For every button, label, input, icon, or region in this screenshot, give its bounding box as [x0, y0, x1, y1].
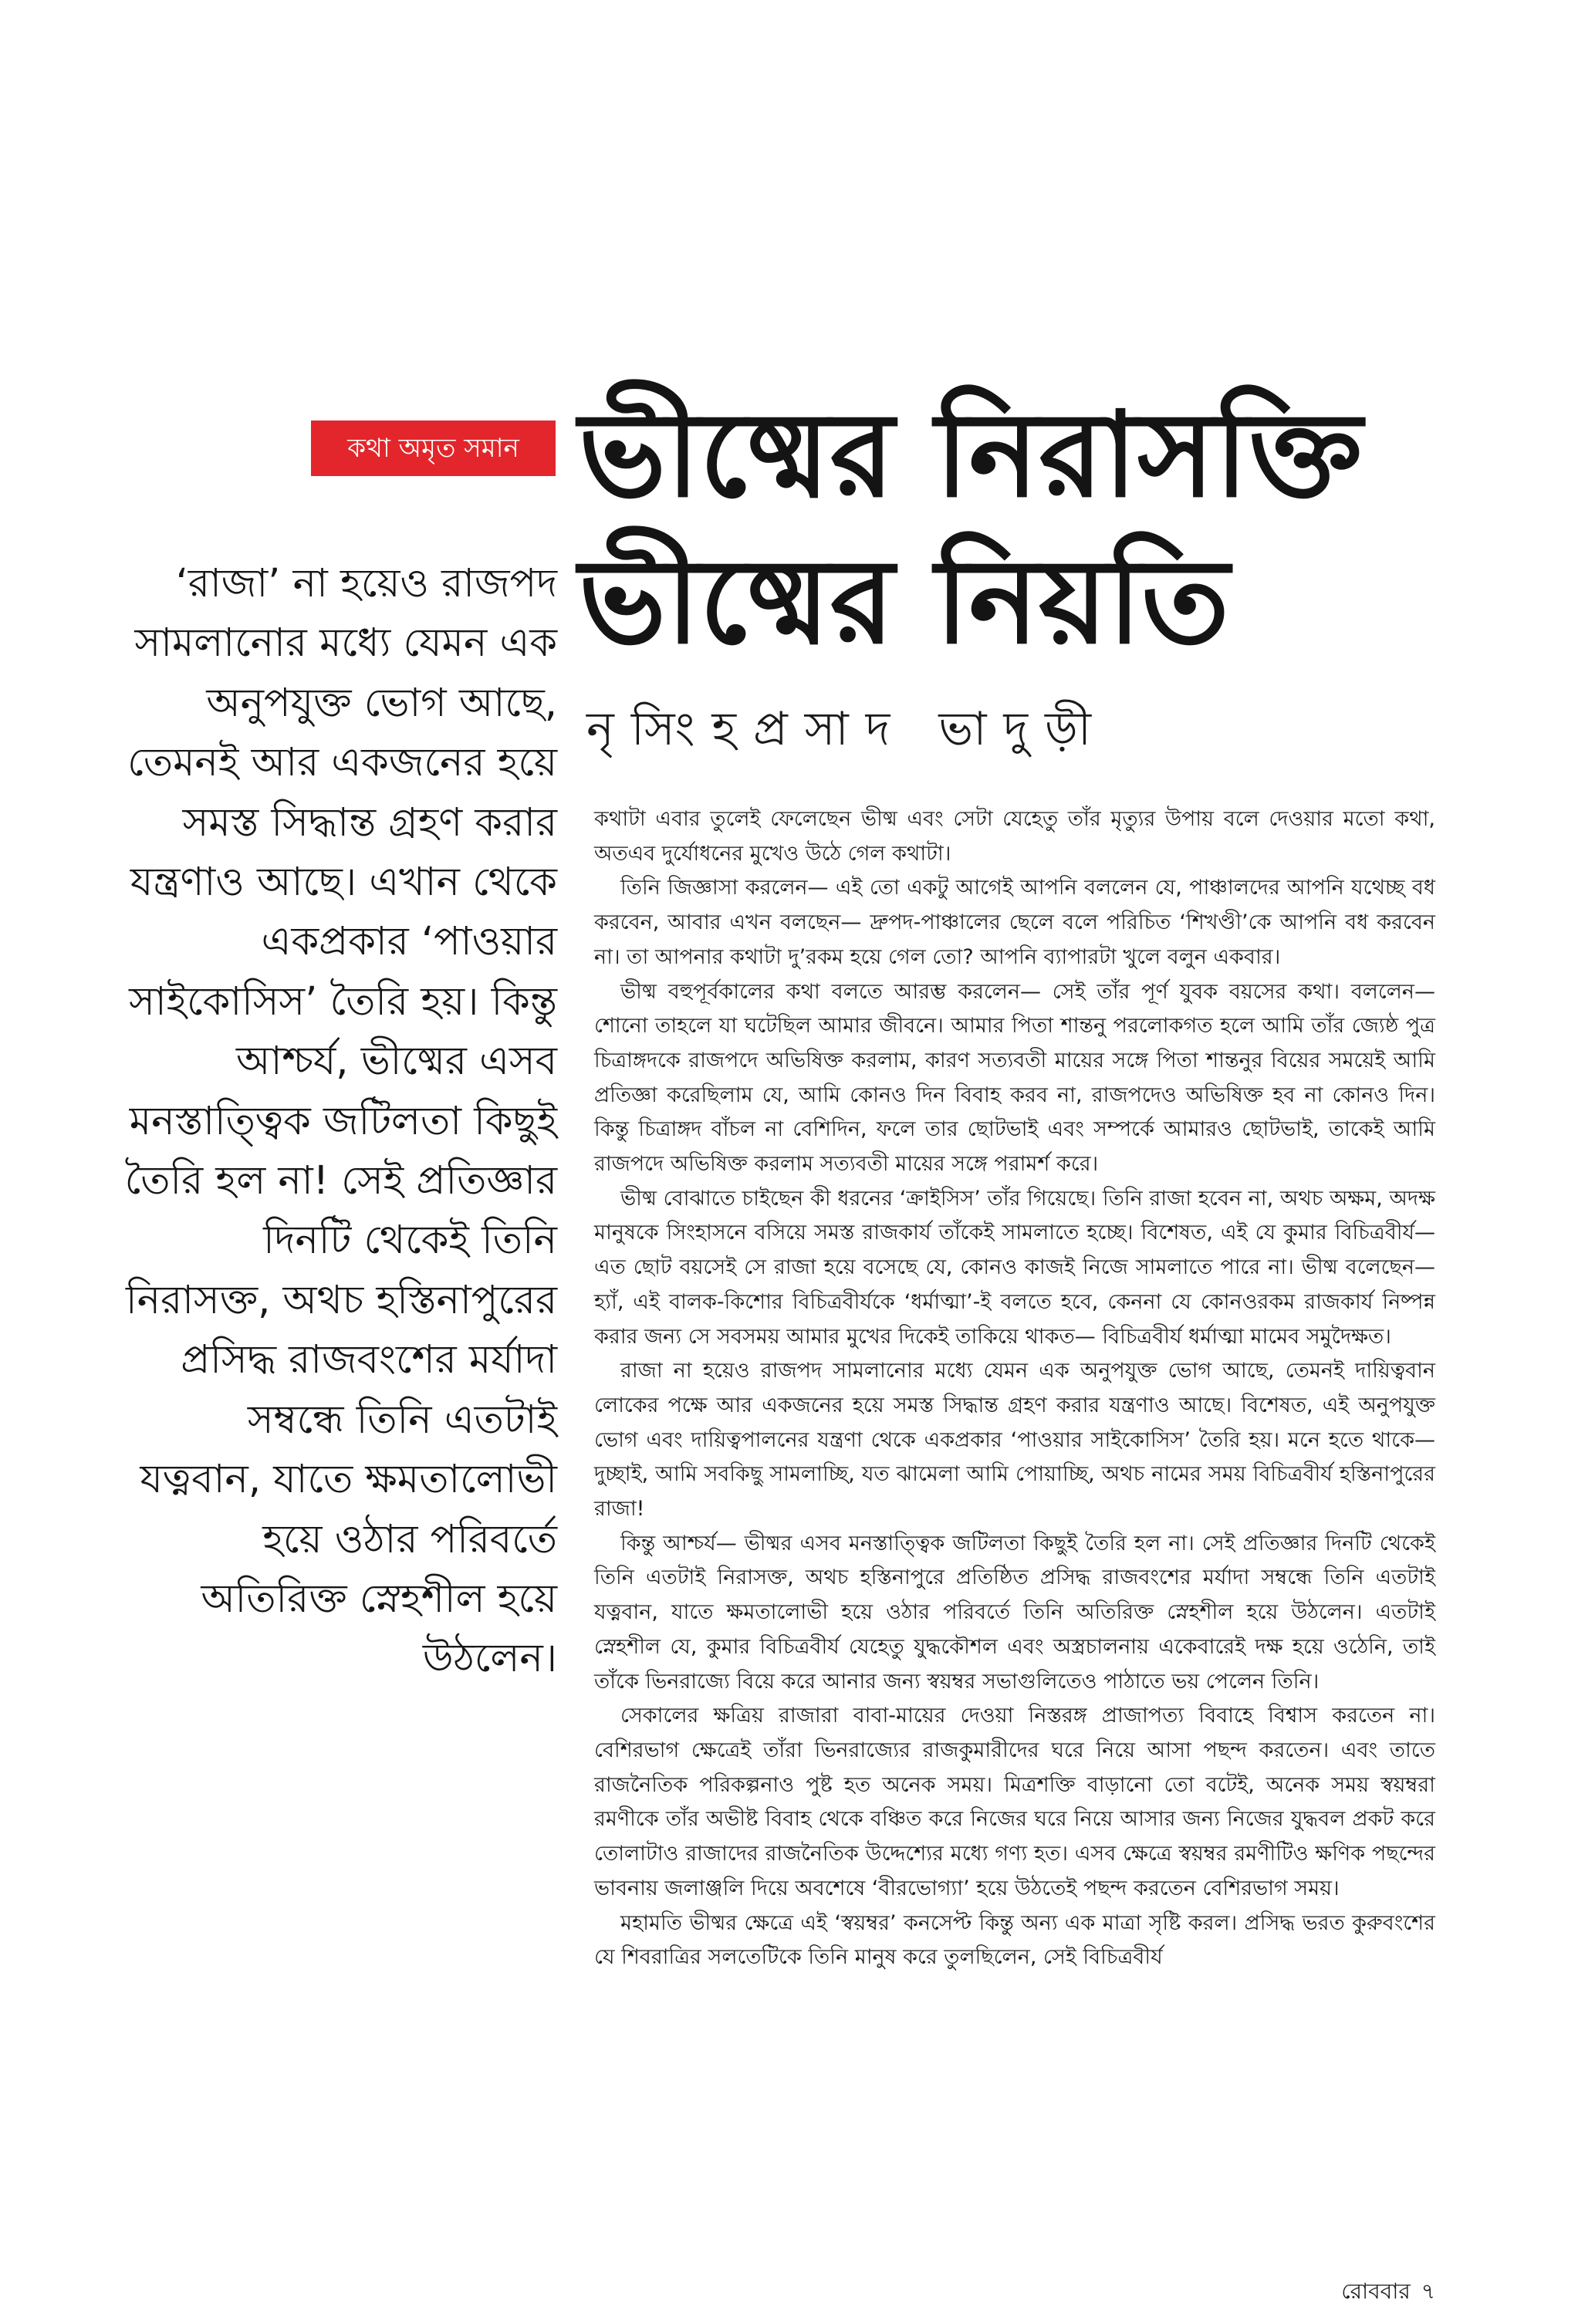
paragraph: মহামতি ভীষ্মর ক্ষেত্রে এই ‘স্বয়ম্বর’ কনসেপ্ট কিন্তু অন্য এক মাত্রা সৃষ্টি করল। প্রসিদ্ধ ভরত কুরুবংশের যে শিবরাত্রির সলতেটিকে তিনি মানুষ করে তুলছিলেন, সেই বিচিত্রবীর্য — [594, 1910, 1435, 1970]
page-footer — [1273, 2276, 1435, 2307]
pull-quote: ‘রাজা’ না হয়েও রাজপদ সামলানোর মধ্যে যেমন এক অনুপযুক্ত ভোগ আছে, তেমনই আর একজনের হয়ে সমস্ত সিদ্ধান্ত গ্রহণ করার যন্ত্রণাও আছে। এখান থেকে একপ্রকার ‘পাওয়ার সাইকোসিস’ তৈরি হয়। কিন্তু আশ্চর্য, ভীষ্মের এসব মনস্তাত্ত্বিক জটিলতা কিছুই তৈরি হল না! সেই প্রতিজ্ঞার দিনটি থেকেই তিনি নিরাসক্ত, অথচ হস্তিনাপুরের প্রসিদ্ধ রাজবংশের মর্যাদা সম্বন্ধে তিনি এতটাই যত্নবান, যাতে ক্ষমতালোভী হয়ে ওঠার পরিবর্তে অতিরিক্ত স্নেহশীল হয়ে উঠলেন। — [124, 561, 557, 1682]
headline — [579, 382, 1528, 675]
headline-line-1: ভীষ্মের নিরাসক্তি — [579, 387, 1363, 523]
paragraph: ভীষ্ম বোঝাতে চাইছেন কী ধরনের ‘ক্রাইসিস’ তাঁর গিয়েছে। তিনি রাজা হবেন না, অথচ অক্ষম, অদক্ষ মানুষকে সিংহাসনে বসিয়ে সমস্ত রাজকার্য তাঁকেই সামলাতে হচ্ছে। বিশেষত, এই যে কুমার বিচিত্রবীর্য— এত ছোট বয়সেই সে রাজা হয়ে বসেছে যে, কোনও কাজই নিজে সামলাতে পারে না। ভীষ্ম বলেছেন— হ্যাঁ, এই বালক-কিশোর বিচিত্রবীর্যকে ‘ধর্মাত্মা’-ই বলতে হবে, কেননা যে কোনওরকম রাজকার্য নিষ্পন্ন করার জন্য সে সবসময় আমার মুখের দিকেই তাকিয়ে থাকত— বিচিত্রবীর্য ধর্মাত্মা মামেব সমুদৈক্ষত। — [594, 1186, 1435, 1349]
paragraph: রাজা না হয়েও রাজপদ সামলানোর মধ্যে যেমন এক অনুপযুক্ত ভোগ আছে, তেমনই দায়িত্ববান লোকের পক্ষে আর একজনের হয়ে সমস্ত সিদ্ধান্ত গ্রহণ করার যন্ত্রণাও আছে। বিশেষত, এই অনুপযুক্ত ভোগ এবং দায়িত্বপালনের যন্ত্রণা থেকে একপ্রকার ‘পাওয়ার সাইকোসিস’ তৈরি হয়। মনে হতে থাকে— দুচ্ছাই, আমি সবকিছু সামলাচ্ছি, যত ঝামেলা আমি পোয়াচ্ছি, অথচ নামের সময় বিচিত্রবীর্য হস্তিনাপুরের রাজা! — [594, 1359, 1435, 1522]
article-body — [594, 802, 1435, 1975]
paragraph: তিনি জিজ্ঞাসা করলেন— এই তো একটু আগেই আপনি বললেন যে, পাঞ্চালদের আপনি যথেচ্ছ বধ করবেন, আবার এখন বলছেন— দ্রুপদ-পাঞ্চালের ছেলে বলে পরিচিত ‘শিখণ্ডী’কে আপনি বধ করবেন না। তা আপনার কথাটা দু’রকম হয়ে গেল তো? আপনি ব্যাপারটা খুলে বলুন একবার। — [594, 876, 1435, 969]
series-tag: কথা অমৃত সমান — [311, 421, 556, 476]
publication-name: রোববার — [1341, 2278, 1411, 2304]
page-number: ৭ — [1421, 2278, 1435, 2304]
headline-line-2: ভীষ্মের নিয়তি — [579, 533, 1230, 670]
byline: নৃসিংহপ্রসাদ ভাদুড়ী — [586, 702, 1109, 756]
paragraph: কথাটা এবার তুলেই ফেলেছেন ভীষ্ম এবং সেটা যেহেতু তাঁর মৃত্যুর উপায় বলে দেওয়ার মতো কথা, অতএব দুর্যোধনের মুখেও উঠে গেল কথাটা। — [594, 807, 1435, 866]
paragraph: সেকালের ক্ষত্রিয় রাজারা বাবা-মায়ের দেওয়া নিস্তরঙ্গ প্রাজাপত্য বিবাহে বিশ্বাস করতেন না। বেশিরভাগ ক্ষেত্রেই তাঁরা ভিনরাজ্যের রাজকুমারীদের ঘরে নিয়ে আসা পছন্দ করতেন। এবং তাতে রাজনৈতিক পরিকল্পনাও পুষ্ট হত অনেক সময়। মিত্রশক্তি বাড়ানো তো বটেই, অনেক সময় স্বয়ম্বরা রমণীকে তাঁর অভীষ্ট বিবাহ থেকে বঞ্চিত করে নিজের ঘরে নিয়ে আসার জন্য নিজের যুদ্ধবল প্রকট করে তোলাটাও রাজাদের রাজনৈতিক উদ্দেশ্যের মধ্যে গণ্য হত। এসব ক্ষেত্রে স্বয়ম্বর রমণীটিও ক্ষণিক পছন্দের ভাবনায় জলাঞ্জলি দিয়ে অবশেষে ‘বীরভোগ্যা’ হয়ে উঠতেই পছন্দ করতেন বেশিরভাগ সময়। — [594, 1704, 1435, 1900]
paragraph: ভীষ্ম বহুপূর্বকালের কথা বলতে আরম্ভ করলেন— সেই তাঁর পূর্ণ যুবক বয়সের কথা। বললেন— শোনো তাহলে যা ঘটেছিল আমার জীবনে। আমার পিতা শান্তনু পরলোকগত হলে আমি তাঁর জ্যেষ্ঠ পুত্র চিত্রাঙ্গদকে রাজপদে অভিষিক্ত করলাম, কারণ সত্যবতী মায়ের সঙ্গে পিতা শান্তনুর বিয়ের সময়েই আমি প্রতিজ্ঞা করেছিলাম যে, আমি কোনও দিন বিবাহ করব না, রাজপদেও অভিষিক্ত হব না কোনও দিন। কিন্তু চিত্রাঙ্গদ বাঁচল না বেশিদিন, ফলে তার ছোটভাই এবং সম্পর্কে আমারও ছোটভাই, তাকেই আমি রাজপদে অভিষিক্ত করলাম সত্যবতী মায়ের সঙ্গে পরামর্শ করে। — [594, 979, 1435, 1177]
paragraph: কিন্তু আশ্চর্য— ভীষ্মর এসব মনস্তাত্ত্বিক জটিলতা কিছুই তৈরি হল না। সেই প্রতিজ্ঞার দিনটি থেকেই তিনি এতটাই নিরাসক্ত, অথচ হস্তিনাপুরে প্রতিষ্ঠিত প্রসিদ্ধ রাজবংশের মর্যাদা সম্বন্ধে তিনি এতটাই যত্নবান, যাতে ক্ষমতালোভী হয়ে ওঠার পরিবর্তে তিনি অতিরিক্ত স্নেহশীল হয়ে উঠলেন। এতটাই স্নেহশীল যে, কুমার বিচিত্রবীর্য যেহেতু যুদ্ধকৌশল এবং অস্ত্রচালনায় একেবারেই দক্ষ হয়ে ওঠেনি, তাই তাঁকে ভিনরাজ্যে বিয়ে করে আনার জন্য স্বয়ম্বর সভাগুলিতেও পাঠাতে ভয় পেলেন তিনি। — [594, 1531, 1435, 1694]
